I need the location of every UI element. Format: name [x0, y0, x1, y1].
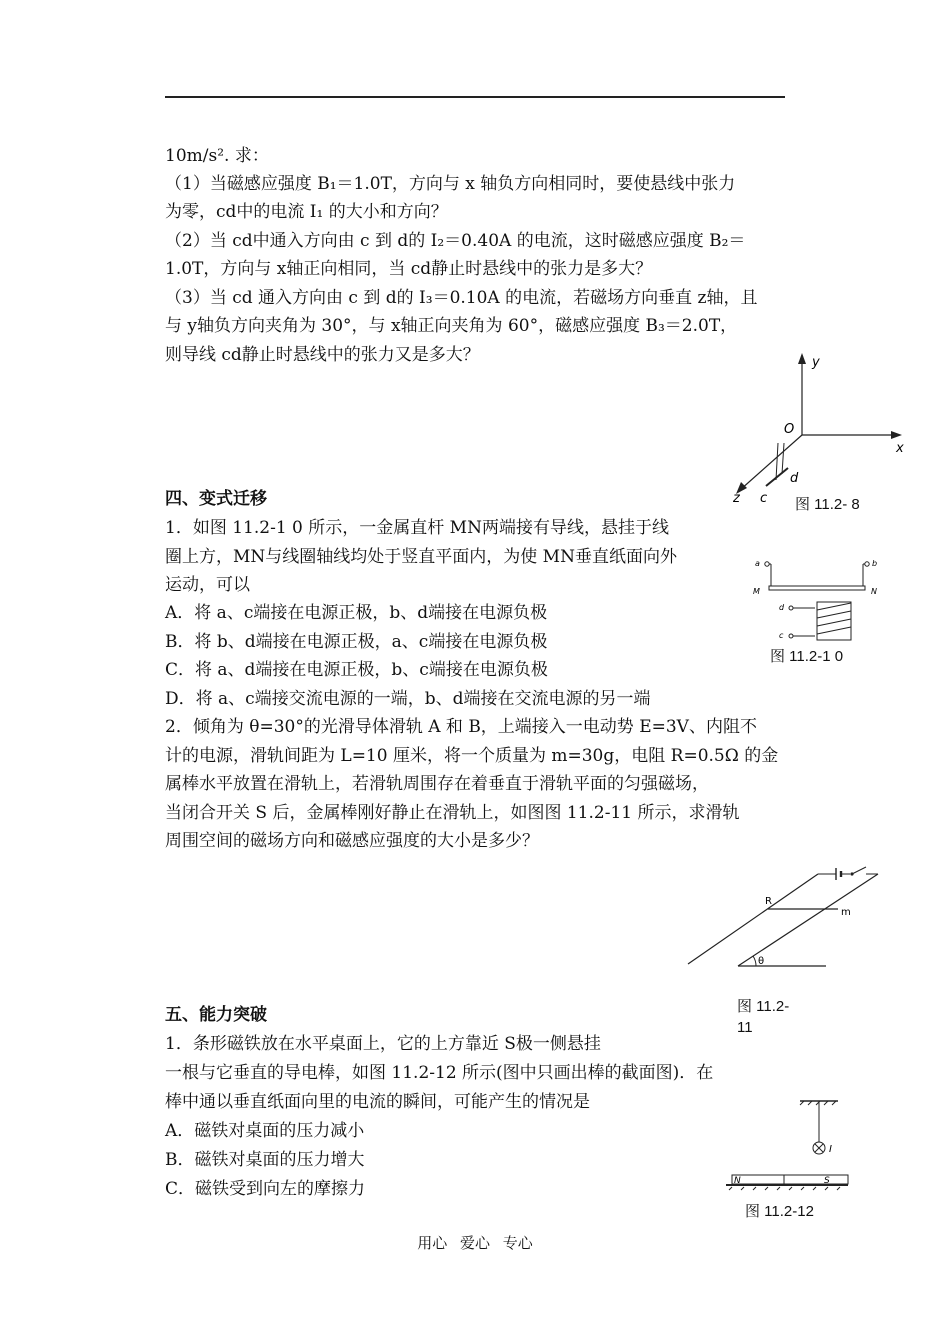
y-axis-label: y	[812, 355, 820, 370]
z-axis-label: z	[733, 491, 740, 506]
q4-1-option-d: D．将 a、c端接交流电源的一端，b、d端接在交流电源的另一端	[165, 689, 651, 709]
terminal-c-label: c	[779, 631, 784, 640]
x-axis-label: x	[896, 441, 904, 456]
section5-heading: 五、能力突破	[165, 1005, 267, 1025]
figure-11-2-12	[720, 1095, 850, 1200]
terminal-d-label: d	[779, 603, 785, 612]
header-rule	[165, 96, 785, 98]
problem3-line-8: 则导线 cd静止时悬线中的张力又是多大？	[165, 345, 480, 365]
problem3-line-4: （2）当 cd中通入方向由 c 到 d的 I₂＝0.40A 的电流，这时磁感应强度 B₂＝	[165, 231, 746, 251]
q4-1-option-a: A．将 a、c端接在电源正极，b、d端接在电源负极	[165, 603, 548, 623]
origin-label: O	[784, 422, 795, 437]
figure-11-2-8-caption: 图 11.2- 8	[795, 496, 860, 513]
q4-2-line-1: 2．倾角为 θ=30°的光滑导体滑轨 A 和 B，上端接入一电动势 E=3V、内阻不	[165, 717, 757, 737]
q5-1-line-1: 1．条形磁铁放在水平桌面上，它的上方靠近 S极一侧悬挂	[165, 1034, 601, 1054]
rod-n-label: N	[871, 587, 877, 596]
q5-1-option-c: C．磁铁受到向左的摩擦力	[165, 1179, 366, 1199]
problem3-line-5: 1.0T，方向与 x轴正向相同，当 cd静止时悬线中的张力是多大？	[165, 259, 653, 279]
figure-11-2-11	[680, 860, 890, 975]
q4-2-line-2: 计的电源，滑轨间距为 L=10 厘米，将一个质量为 m=30g，电阻 R=0.5Ω 的金	[165, 746, 779, 766]
q4-2-line-4: 当闭合开关 S 后，金属棒刚好静止在滑轨上，如图图 11.2-11 所示，求滑轨	[165, 803, 740, 823]
q4-1-line-3: 运动，可以	[165, 575, 250, 595]
figure-11-2-11-caption-line1: 图 11.2-	[737, 998, 790, 1015]
rod-m-label-11: m	[841, 907, 851, 918]
figure-11-2-10-caption: 图 11.2-1 0	[770, 648, 844, 665]
figure-11-2-8	[720, 350, 920, 515]
q4-2-line-5: 周围空间的磁场方向和磁感应强度的大小是多少？	[165, 831, 539, 851]
problem3-line-3: 为零，cd中的电流 I₁ 的大小和方向？	[165, 202, 448, 222]
q4-1-line-2: 圈上方，MN与线圈轴线均处于竖直平面内，为使 MN垂直纸面向外	[165, 547, 677, 567]
rod-m-label: M	[753, 587, 760, 596]
q4-1-option-b: B．将 b、d端接在电源正极，a、c端接在电源负极	[165, 632, 548, 652]
angle-theta-label: θ	[758, 956, 765, 967]
q4-1-line-1: 1．如图 11.2-1 0 所示，一金属直杆 MN两端接有导线，悬挂于线	[165, 518, 669, 538]
resistor-r-label: R	[765, 896, 772, 907]
q5-1-line-2: 一根与它垂直的导电棒，如图 11.2-12 所示(图中只画出棒的截面图)．在	[165, 1063, 714, 1083]
terminal-a-label: a	[755, 559, 760, 568]
q5-1-option-a: A．磁铁对桌面的压力减小	[165, 1121, 365, 1141]
figure-11-2-10	[745, 550, 895, 645]
figure-11-2-12-caption: 图 11.2-12	[745, 1203, 814, 1220]
point-d-label: d	[790, 471, 799, 486]
current-i-label: I	[829, 1144, 832, 1155]
problem3-line-2: （1）当磁感应强度 B₁＝1.0T，方向与 x 轴负方向相同时，要使悬线中张力	[165, 174, 736, 194]
pole-s-label: S	[824, 1176, 830, 1186]
terminal-b-label: b	[872, 559, 878, 568]
problem3-line-1: 10m/s². 求：	[165, 146, 269, 166]
section4-heading: 四、变式迁移	[165, 489, 267, 509]
figure-11-2-11-caption-line2: 11	[737, 1019, 753, 1036]
point-c-label: c	[760, 491, 768, 506]
page-footer: 用心 爱心 专心	[417, 1234, 533, 1252]
q5-1-option-b: B．磁铁对桌面的压力增大	[165, 1150, 365, 1170]
q4-2-line-3: 属棒水平放置在滑轨上，若滑轨周围存在着垂直于滑轨平面的匀强磁场，	[165, 774, 709, 794]
q4-1-option-c: C．将 a、d端接在电源正极，b、c端接在电源负极	[165, 660, 548, 680]
problem3-line-6: （3）当 cd 通入方向由 c 到 d的 I₃＝0.10A 的电流，若磁场方向垂直 z轴，且	[165, 288, 758, 308]
pole-n-label: N	[734, 1176, 741, 1186]
problem3-line-7: 与 y轴负方向夹角为 30°，与 x轴正向夹角为 60°，磁感应强度 B₃＝2.0T，	[165, 316, 738, 336]
q5-1-line-3: 棒中通以垂直纸面向里的电流的瞬间，可能产生的情况是	[165, 1092, 590, 1112]
